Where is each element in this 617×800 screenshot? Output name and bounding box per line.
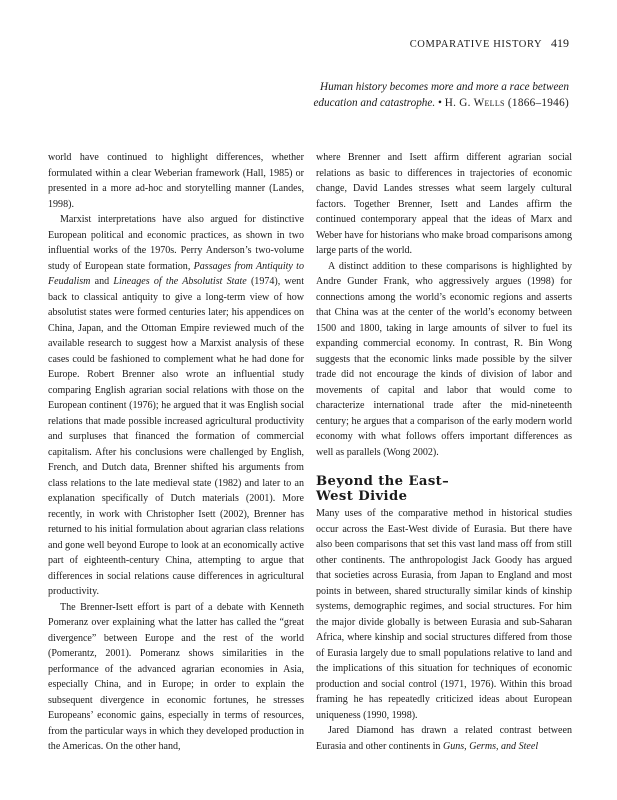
page-number: 419 bbox=[551, 36, 569, 50]
right-column bbox=[316, 150, 572, 754]
paragraph bbox=[316, 723, 572, 754]
paragraph: Many uses of the comparative method in historical studies occur across the East-West divide of Eurasia. But there have also been comparisons that set this vast land mass off from still other continents. The anthropologist Jack Goody has argued that societies across Eurasia, from Japan to England and most points in between, shared structurally similar kinds of kinship systems, demographic regimes, and social structures. For him the major divide globally is between Eurasia and sub-Saharan Africa, where kinship and social structures differed from those of Eurasia largely due to small populations relative to land and the implications of this situation for techniques of economic production and social control (1971, 1976). Within this broad framing he has repeatedly criticized ideas about European uniqueness (1990, 1998). bbox=[316, 508, 572, 721]
paragraph: where Brenner and Isett affirm different agrarian social relations as basic to differences in trajectories of economic change, David Landes stresses what seem largely cultural factors. Together Brenner, Isett and Landes affirm the continued contemporary appeal that the ideas of Marx and Weber have for historians who make broad comparisons among large parts of the world. bbox=[316, 152, 572, 256]
text: Jared Diamond has drawn a related contrast between Eurasia and other continents in bbox=[316, 725, 572, 752]
heading-line: West Divide bbox=[316, 489, 408, 504]
text: Marxist interpretations have also argued for distinctive European political and economic practices, as shown in two influential works of the 1970s. Perry Anderson’s two-volume study of European state formation, bbox=[48, 214, 304, 272]
paragraph: The Brenner-Isett effort is part of a debate with Kenneth Pomeranz over explaining what the latter has called the “great divergence” between Europe and the rest of the world (Pomerantz, 2001). Pomeranz shows similarities in the performance of the advanced agrarian economies in Asia, especially China, and in Europe; in order to explain the subsequent divergence in economic fortunes, he stresses Europeans’ economic gains, especially in terms of resources, from the particular ways in which they developed production in the Americas. On the other hand, bbox=[48, 601, 304, 752]
epigraph-quote-line2: education and catastrophe. bbox=[313, 96, 436, 109]
epigraph bbox=[279, 80, 569, 111]
book-title: Guns, Germs, and Steel bbox=[442, 740, 539, 752]
epigraph-attribution: H. G. Wells (1866–1946) bbox=[444, 96, 569, 109]
paragraph: world have continued to highlight differences, whether formulated within a clear Weberian framework (Hall, 1985) or presented in a more ad-hoc and storytelling manner (Landes, 1998). bbox=[48, 152, 304, 210]
epigraph-quote-line1: Human history becomes more and more a race between bbox=[320, 81, 569, 93]
epigraph-bullet: • bbox=[437, 96, 442, 109]
section-title: COMPARATIVE HISTORY bbox=[409, 39, 542, 50]
running-head bbox=[410, 36, 569, 51]
heading-line: Beyond the East– bbox=[316, 474, 450, 489]
book-title: Lineages of the Absolutist State bbox=[113, 276, 247, 287]
text: (1974), went back to classical antiquity to give a long-term view of how absolutist states were formed centuries later; his appendices on China, Japan, and the Ottoman Empire reviewed much of the available research to suggest how a Marxist analysis of these cases could be fashioned to complement what he had done for Europe. Robert Brenner also wrote an influential study comparing English agrarian social relations with those on the European continent (1976); he argued that it was English social relations that made possible increased agricultural productivity and surpluses that financed the formation of commercial capitalism. After his conclusions were challenged by English, French, and Dutch data, Brenner shifted his arguments from class relations to the late medieval state (1982) and later to an explanation specifically of Dutch materials (2001). More recently, in work with Christopher Isett (2002), Brenner has returned to his initial formulation about agrarian class relations and gone well beyond Europe to look at an economically active part of eighteenth-century China, attempting to argue that differences in social relations cause differences in agricultural productivity. bbox=[48, 276, 305, 597]
paragraph bbox=[48, 212, 304, 600]
left-column bbox=[48, 150, 304, 755]
text: and bbox=[90, 276, 114, 287]
paragraph: A distinct addition to these comparisons is highlighted by Andre Gunder Frank, who aggressively argues (1998) for connections among the world’s economic regions and asserts that China was at the center of the world’s economy between 1500 and 1800, taking in large amounts of silver to fuel its expanding commercial economy. In contrast, R. Bin Wong suggests that the economic links made possible by the silver trade did not encourage the kinds of division of labor and movements of capital and labor that would come to characterize international trade after the mid-nineteenth century; he argues that a comparison of the early modern world economy with what follows offers important differences as well as parallels (Wong 2002). bbox=[316, 260, 572, 458]
book-title: Passages from Antiquity to Feudalism bbox=[48, 260, 304, 287]
section-heading bbox=[316, 474, 572, 504]
